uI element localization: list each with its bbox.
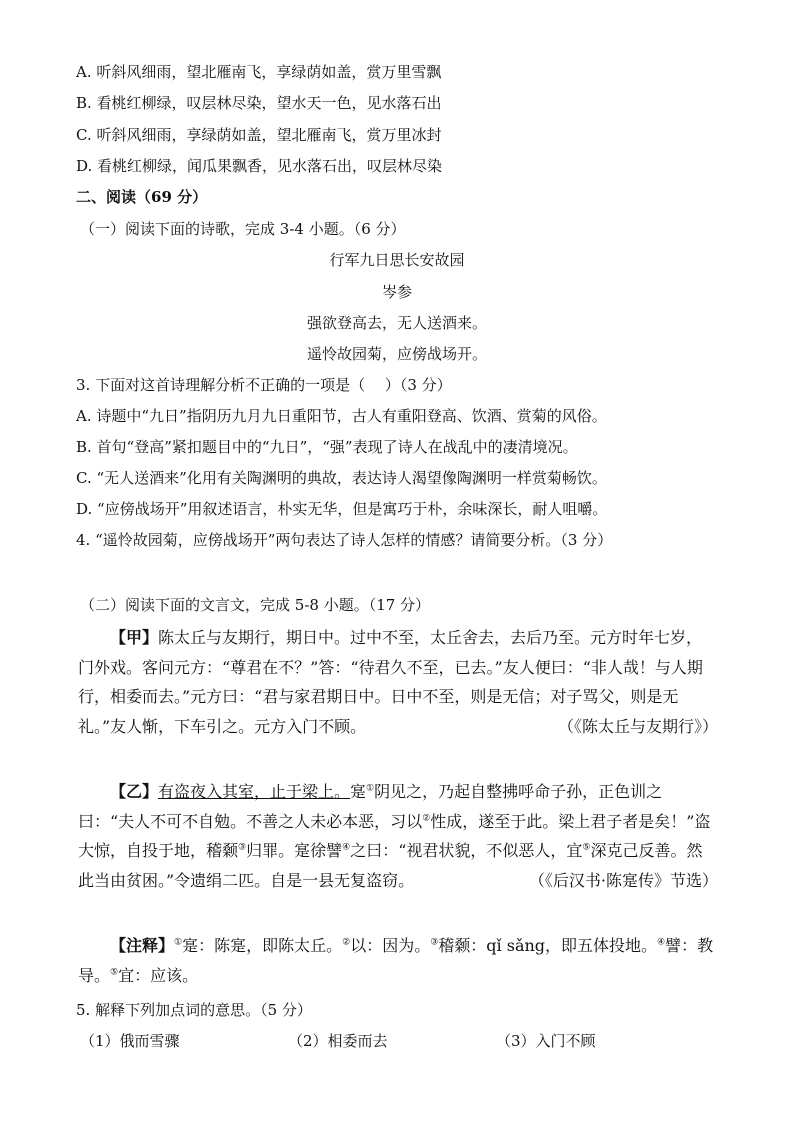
notes-label: 【注释】 <box>110 936 175 955</box>
jia-source: （《陈太丘与友期行》） <box>557 716 718 736</box>
note-mark-1: ① <box>366 783 375 794</box>
annotations: 【注释】①寔：陈寔，即陈太丘。②以：因为。③稽颡：qǐ sǎng，即五体投地。④譬：教导。⑤宜：应该。 <box>78 936 714 985</box>
option-b: B. 看桃红柳绿，叹层林尽染，望水天一色，见水落石出 <box>76 94 442 112</box>
q3-option-d: D. “应傍战场开”用叙述语言，朴实无华，但是寓巧于朴，余味深长，耐人咀嚼。 <box>76 500 608 518</box>
option-c: C. 听斜风细雨，享绿荫如盖，望北雁南飞，赏万里冰封 <box>76 126 442 144</box>
yi-label: 【乙】 <box>110 782 159 801</box>
jia-text: 陈太丘与友期行，期日中。过中不至，太丘舍去，去后乃至。元方时年七岁，门外戏。客问元方：“尊君在不？”答：“待君久不至，已去。”友人便曰：“非人哉！与人期行，相委而去。”元方曰：“君与家君期日中。日中不至，则是无信；对子骂父，则是无礼。”友人惭，下车引之。元方入门不顾。 <box>78 628 703 736</box>
part2-heading: （二）阅读下面的文言文，完成 5-8 小题。（17 分） <box>80 596 431 614</box>
note-mark-3: ③ <box>238 842 247 853</box>
q3-option-a: A. 诗题中“九日”指阴历九月九日重阳节，古人有重阳登高、饮酒、赏菊的风俗。 <box>76 407 607 425</box>
passage-jia <box>78 623 718 741</box>
question-3: 3. 下面对这首诗理解分析不正确的一项是（ ）（3 分） <box>76 376 452 394</box>
q5-item-3: （3）入门不顾 <box>496 1032 596 1050</box>
section-heading: 二、阅读（69 分） <box>76 188 208 206</box>
passage-yi: 【乙】有盗夜入其室，止于梁上。寔①阴见之，乃起自整拂呼命子孙，正色训之曰：“夫人不可不自勉。不善之人未必本恶，习以②性成，遂至于此。梁上君子者是矣！”盗大惊，自投于地，稽颡③归罪。寔徐譬④之曰：“视君状貌，不似恶人，宜⑤深克己反善。然此当由贫困。”令遗绢二匹。自是一县无复盗窃。 （《后汉书·陈寔传》节选） <box>78 777 718 895</box>
q3-option-b: B. 首句“登高”紧扣题目中的“九日”，“强”表现了诗人在战乱中的凄清境况。 <box>76 438 578 456</box>
note-mark-5: ⑤ <box>582 842 591 853</box>
poem-line-1: 强欲登高去，无人送酒来。 <box>306 314 487 332</box>
note-mark-2: ② <box>422 813 431 824</box>
question-4: 4. “遥怜故园菊，应傍战场开”两句表达了诗人怎样的情感？请简要分析。（3 分） <box>76 531 613 549</box>
poem-line-2: 遥怜故园菊，应傍战场开。 <box>306 345 487 363</box>
q5-item-2: （2）相委而去 <box>288 1032 388 1050</box>
yi-underlined-sentence: 有盗夜入其室，止于梁上。 <box>158 782 351 801</box>
yi-source: （《后汉书·陈寔传》节选） <box>528 870 718 890</box>
poem-title: 行军九日思长安故园 <box>329 251 465 269</box>
question-5: 5. 解释下列加点词的意思。（5 分） <box>76 1001 312 1019</box>
poem-author: 岑参 <box>381 283 412 301</box>
part1-heading: （一）阅读下面的诗歌，完成 3-4 小题。（6 分） <box>80 220 406 238</box>
note-mark-4: ④ <box>342 842 351 853</box>
option-d: D. 看桃红柳绿，闻瓜果飘香，见水落石出，叹层林尽染 <box>76 157 443 175</box>
option-a: A. 听斜风细雨，望北雁南飞，享绿荫如盖，赏万里雪飘 <box>76 63 442 81</box>
q3-option-c: C. “无人送酒来”化用有关陶渊明的典故，表达诗人渴望像陶渊明一样赏菊畅饮。 <box>76 469 607 487</box>
q5-item-1: （1）俄而雪骤 <box>80 1032 180 1050</box>
jia-label: 【甲】 <box>110 628 159 647</box>
